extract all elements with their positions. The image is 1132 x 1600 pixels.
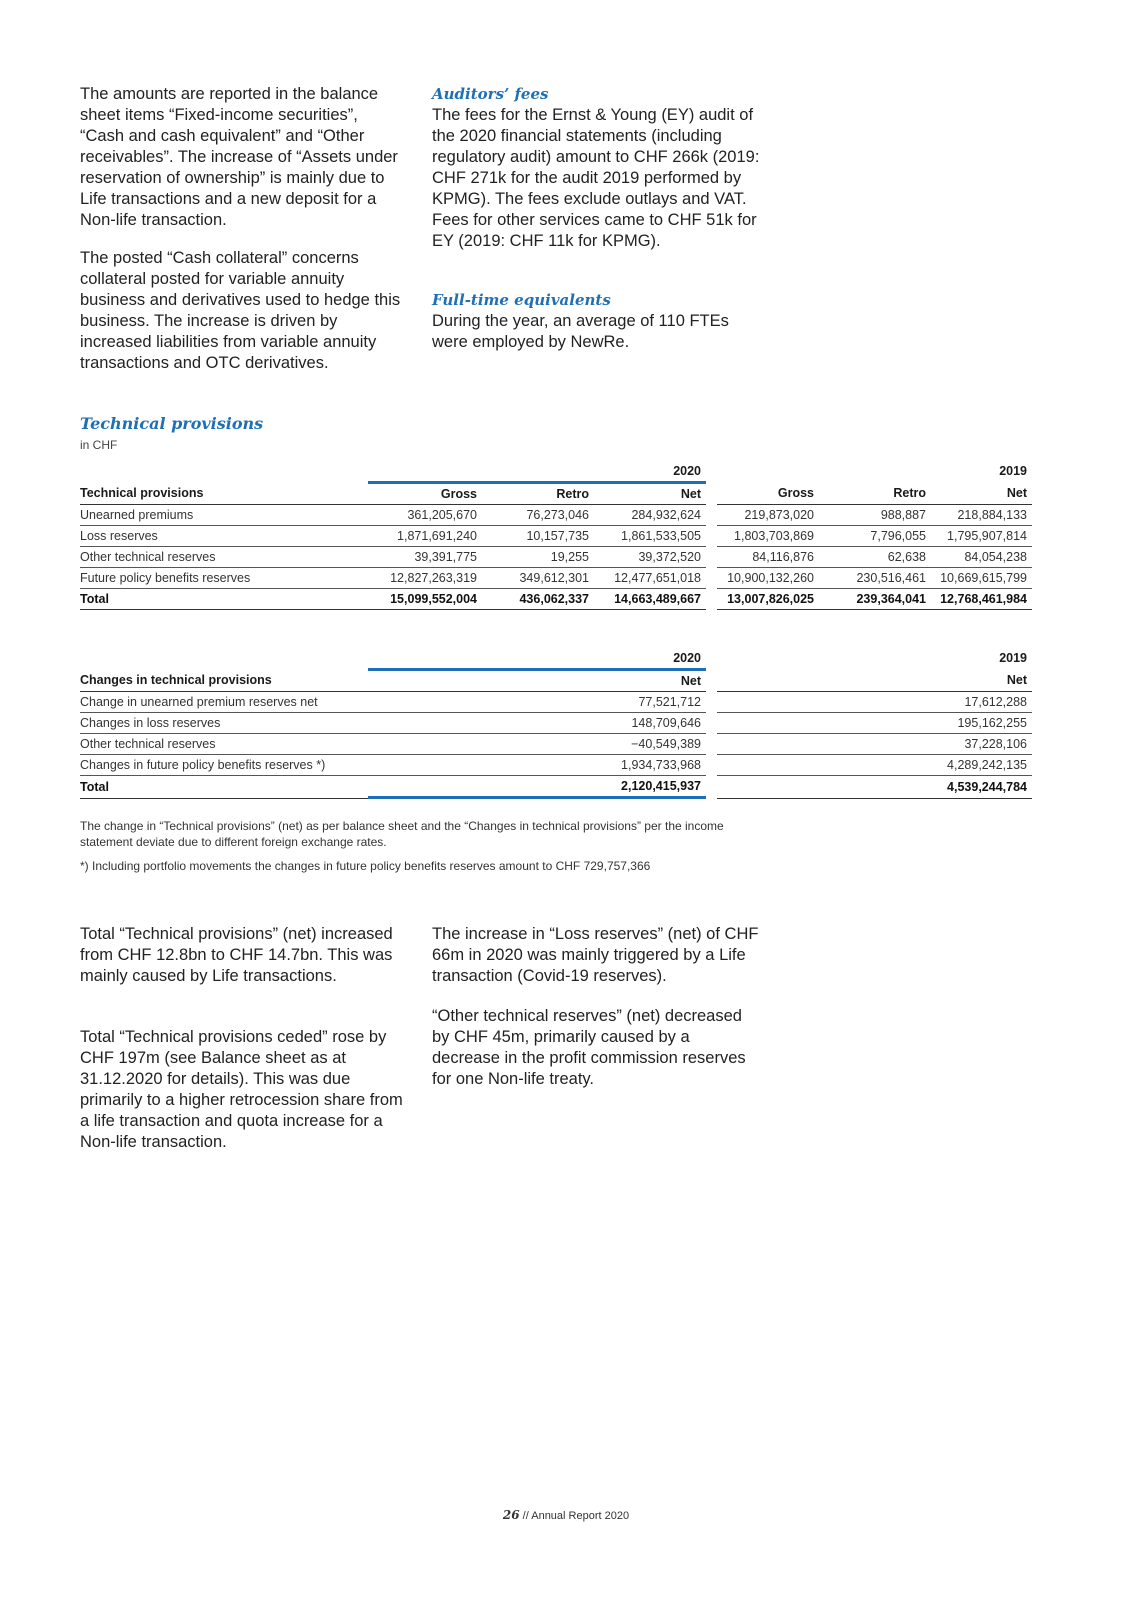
total-retro-2020: 436,062,337 — [482, 589, 594, 610]
net-2019-value: 4,289,242,135 — [717, 755, 1032, 776]
net-2020-value: 1,934,733,968 — [368, 755, 706, 776]
table-row — [80, 505, 1032, 526]
gross-2019-value: 219,873,020 — [717, 505, 819, 526]
row-label: Loss reserves — [80, 526, 368, 547]
year-2020-label: 2020 — [673, 464, 701, 478]
col-header-net-2019: Net — [717, 668, 1032, 692]
gross-2019-value: 84,116,876 — [717, 547, 819, 568]
retro-2020-value: 76,273,046 — [482, 505, 594, 526]
col-header-retro-2019: Retro — [819, 481, 931, 505]
col-header-net-2020: Net — [368, 668, 706, 692]
year-header-row — [80, 461, 1032, 481]
footer-separator: // — [522, 1510, 529, 1522]
total-row — [80, 589, 1032, 610]
table-row — [80, 568, 1032, 589]
table-row — [80, 713, 1032, 734]
column-header-row — [80, 668, 1032, 692]
net-2020-value: 77,521,712 — [368, 692, 706, 713]
bottom-left-paragraph-2: Total “Technical provisions ceded” rose by CHF 197m (see Balance sheet as at 31.12.2020 for details). This was due primarily to a higher retrocession share from a life transaction and quota increase for a Non-life transaction. — [80, 1028, 403, 1151]
table-row — [80, 526, 1032, 547]
total-retro-2019: 239,364,041 — [819, 589, 931, 610]
gross-2019-value: 1,803,703,869 — [717, 526, 819, 547]
page-number: 26 — [502, 1508, 520, 1522]
total-net-2019: 12,768,461,984 — [931, 589, 1032, 610]
total-gross-2019: 13,007,826,025 — [717, 589, 819, 610]
intro-paragraph-2: The posted “Cash collateral” concerns collateral posted for variable annuity business and derivatives used to hedge this business. The increase is driven by increased liabilities from variable annuity transactions and OTC derivatives. — [80, 249, 401, 372]
total-row — [80, 776, 1032, 799]
row-label: Future policy benefits reserves — [80, 568, 368, 589]
net-2020-value: 39,372,520 — [594, 547, 706, 568]
col-header-gross-2020: Gross — [368, 481, 482, 505]
col-header-technical-provisions: Technical provisions — [80, 481, 368, 505]
table-row — [80, 734, 1032, 755]
retro-2019-value: 988,887 — [819, 505, 931, 526]
col-header-gross-2019: Gross — [717, 481, 819, 505]
changes-technical-provisions-table — [80, 648, 1032, 799]
total-net-2020: 2,120,415,937 — [368, 776, 706, 799]
table-row — [80, 755, 1032, 776]
net-2019-value: 1,795,907,814 — [931, 526, 1032, 547]
technical-provisions-title: Technical provisions — [80, 414, 264, 433]
page-footer — [0, 1508, 1132, 1522]
retro-2020-value: 10,157,735 — [482, 526, 594, 547]
year-2020-label: 2020 — [673, 651, 701, 665]
year-2019-label: 2019 — [999, 651, 1027, 665]
net-2020-value: 284,932,624 — [594, 505, 706, 526]
net-2019-value: 195,162,255 — [717, 713, 1032, 734]
net-2019-value: 17,612,288 — [717, 692, 1032, 713]
net-2020-value: −40,549,389 — [368, 734, 706, 755]
column-header-row — [80, 481, 1032, 505]
retro-2020-value: 349,612,301 — [482, 568, 594, 589]
retro-2019-value: 62,638 — [819, 547, 931, 568]
gross-2019-value: 10,900,132,260 — [717, 568, 819, 589]
bottom-right-paragraph-2: “Other technical reserves” (net) decreased by CHF 45m, primarily caused by a decrease in the profit commission reserves for one Non-life treaty. — [432, 1007, 746, 1088]
net-2020-value: 12,477,651,018 — [594, 568, 706, 589]
col-header-changes: Changes in technical provisions — [80, 668, 368, 692]
gross-2020-value: 39,391,775 — [368, 547, 482, 568]
fx-deviation-note: The change in “Technical provisions” (net) as per balance sheet and the “Changes in technical provisions” per the income statement deviate due to different foreign exchange rates. — [80, 819, 724, 849]
col-header-retro-2020: Retro — [482, 481, 594, 505]
row-label: Change in unearned premium reserves net — [80, 692, 368, 713]
net-2019-value: 84,054,238 — [931, 547, 1032, 568]
gross-2020-value: 361,205,670 — [368, 505, 482, 526]
retro-2020-value: 19,255 — [482, 547, 594, 568]
bottom-left-paragraph-1: Total “Technical provisions” (net) increased from CHF 12.8bn to CHF 14.7bn. This was mainly caused by Life transactions. — [80, 925, 393, 985]
retro-2019-value: 7,796,055 — [819, 526, 931, 547]
bottom-right-paragraph-1: The increase in “Loss reserves” (net) of CHF 66m in 2020 was mainly triggered by a Life transaction (Covid-19 reserves). — [432, 925, 759, 985]
total-net-2019: 4,539,244,784 — [717, 776, 1032, 799]
year-header-row — [80, 648, 1032, 668]
auditors-fees-text: The fees for the Ernst & Young (EY) audit of the 2020 financial statements (including regulatory audit) amount to CHF 266k (2019: CHF 271k for the audit 2019 performed by KPMG). The fees exclude outlays and VAT. Fees for other services came to CHF 51k for EY (2019: CHF 11k for KPMG). — [432, 106, 760, 250]
year-2019-label: 2019 — [999, 464, 1027, 478]
total-label: Total — [80, 776, 368, 799]
fte-heading: Full-time equivalents — [432, 291, 611, 309]
report-title: Annual Report 2020 — [531, 1510, 630, 1522]
intro-paragraph-1: The amounts are reported in the balance sheet items “Fixed-income securities”, “Cash and cash equivalent” and “Other receivables”. The increase of “Assets under reservation of ownership” is mainly due to Life transactions and a new deposit for a Non-life transaction. — [80, 85, 398, 229]
gross-2020-value: 12,827,263,319 — [368, 568, 482, 589]
retro-2019-value: 230,516,461 — [819, 568, 931, 589]
table-row — [80, 692, 1032, 713]
total-net-2020: 14,663,489,667 — [594, 589, 706, 610]
row-label: Other technical reserves — [80, 734, 368, 755]
row-label: Other technical reserves — [80, 547, 368, 568]
total-label: Total — [80, 589, 368, 610]
col-header-net-2020: Net — [594, 481, 706, 505]
table-row — [80, 547, 1032, 568]
col-header-net-2019: Net — [931, 481, 1032, 505]
footnote-portfolio-movements: *) Including portfolio movements the changes in future policy benefits reserves amount to CHF 729,757,366 — [80, 859, 651, 873]
total-gross-2020: 15,099,552,004 — [368, 589, 482, 610]
row-label: Changes in loss reserves — [80, 713, 368, 734]
fte-text: During the year, an average of 110 FTEs were employed by NewRe. — [432, 312, 729, 351]
net-2020-value: 148,709,646 — [368, 713, 706, 734]
gross-2020-value: 1,871,691,240 — [368, 526, 482, 547]
currency-unit: in CHF — [80, 438, 118, 452]
row-label: Changes in future policy benefits reserves *) — [80, 755, 368, 776]
technical-provisions-table — [80, 461, 1032, 610]
net-2019-value: 218,884,133 — [931, 505, 1032, 526]
row-label: Unearned premiums — [80, 505, 368, 526]
auditors-fees-heading: Auditors’ fees — [432, 85, 549, 103]
net-2019-value: 10,669,615,799 — [931, 568, 1032, 589]
net-2019-value: 37,228,106 — [717, 734, 1032, 755]
net-2020-value: 1,861,533,505 — [594, 526, 706, 547]
